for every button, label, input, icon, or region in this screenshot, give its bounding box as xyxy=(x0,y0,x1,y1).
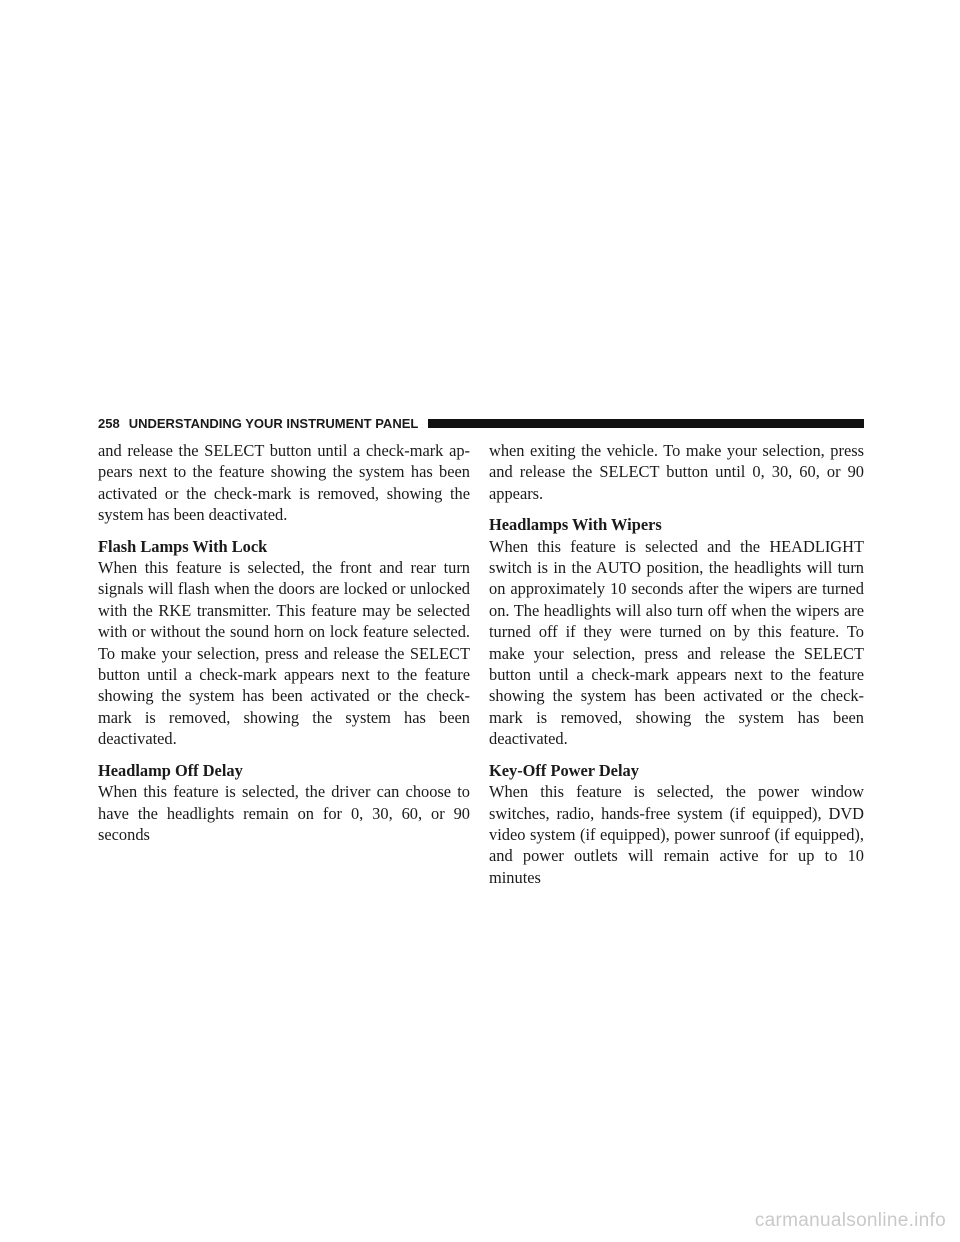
intro-paragraph: and release the SELECT button until a check-mark ap- pears next to the feature showing the system has been activated or the check-mark is removed, showing the system has been deactivated. xyxy=(98,441,470,525)
key-off-power-delay-body: When this feature is selected, the power window switches, radio, hands-free system (if equipped), DVD video system (if equipped), power sunroof (if equipped), and power outlets will remain active for up to 10 minutes xyxy=(489,782,864,887)
headlamps-with-wipers-body: When this feature is selected and the HEADLIGHT switch is in the AUTO position, the headlights will turn on approximately 10 seconds after the wipers are turned on. The headlights will also turn off when the wipers are turned off if they were turned on by this feature. To make your selection, press and release the SELECT button until a check-mark appears next to the feature showing the system has been activated or the check-mark is removed, showing the system has been deactivated. xyxy=(489,536,864,749)
headlamp-off-delay-body: When this feature is selected, the driver can choose to have the headlights remain on for 0, 30, 60, or 90 seconds xyxy=(98,782,470,844)
section-title: UNDERSTANDING YOUR INSTRUMENT PANEL xyxy=(128,415,419,431)
continuation-paragraph: when exiting the vehicle. To make your selection, press and release the SELECT button until 0, 30, 60, or 90 appears. xyxy=(489,441,864,503)
headlamp-off-delay-heading: Headlamp Off Delay xyxy=(98,760,243,780)
headlamps-with-wipers-heading: Headlamps With Wipers xyxy=(489,515,662,535)
flash-lamps-body: When this feature is selected, the front and rear turn signals will flash when the doors are locked or unlocked with the RKE transmitter. This feature may be selected with or without the sound horn on lock feature selected. To make your selection, press and release the SELECT button until a check-mark appears next to the feature showing the system has been activated or the check-mark is removed, showing the system has been deactivated. xyxy=(98,558,470,749)
right-column xyxy=(489,440,864,898)
page-header xyxy=(98,414,864,432)
watermark-text: carmanualsonline.info xyxy=(754,1210,946,1231)
flash-lamps-heading: Flash Lamps With Lock xyxy=(98,536,268,556)
left-column xyxy=(98,440,470,855)
header-rule xyxy=(428,419,864,428)
key-off-power-delay-heading: Key-Off Power Delay xyxy=(489,760,639,780)
page-number: 258 xyxy=(98,415,120,431)
